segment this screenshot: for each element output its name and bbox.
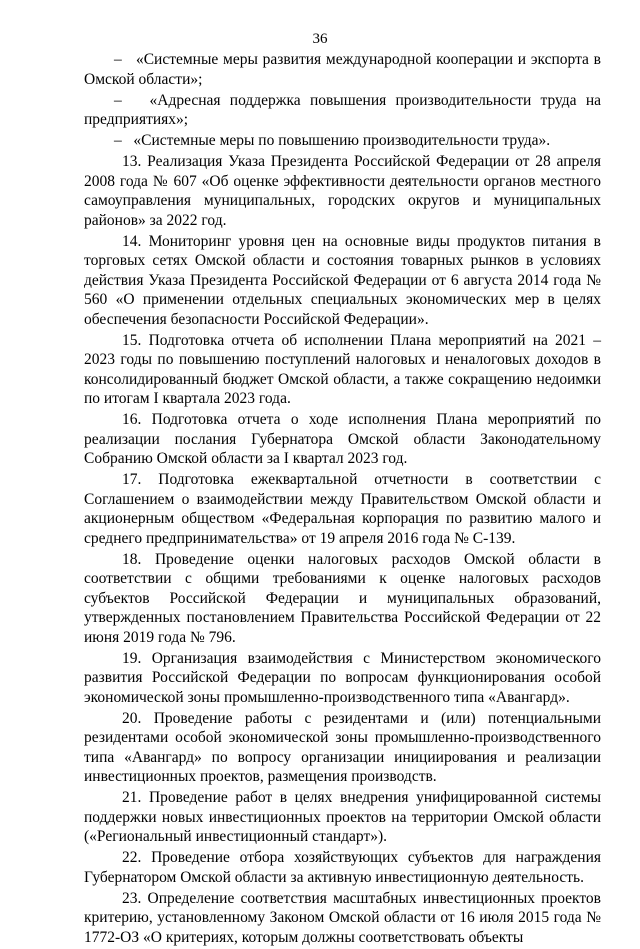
list-item-20: 20. Проведение работы с резидентами и (или) потенциальными резидентами особой экономической зоны промышленно-производственного типа «Авангард» по вопросу организации инициирования и реализации инвестиционных проектов, размещения производств. <box>84 709 601 785</box>
list-item-17: 17. Подготовка ежеквартальной отчетности в соответствии с Соглашением о взаимодействии между Правительством Омской области и акционерным обществом «Федеральная корпорация по развитию малого и среднего предпринимательства» от 19 апреля 2016 года № С-139. <box>84 471 601 547</box>
list-item-23: 23. Определение соответствия масштабных инвестиционных проектов критерию, установленному Законом Омской области от 16 июля 2015 года № 1772-ОЗ «О критериях, которым должны соответствовать объекты <box>84 889 601 946</box>
list-item-dash-3: – «Системные меры по повышению производительности труда». <box>114 132 551 149</box>
list-item-15: 15. Подготовка отчета об исполнении Плана мероприятий на 2021 – 2023 годы по повышению поступлений налоговых и неналоговых доходов в консолидированный бюджет Омской области, а также сокращению недоимки по итогам I квартала 2023 года. <box>84 331 601 407</box>
list-item-18: 18. Проведение оценки налоговых расходов Омской области в соответствии с общими требованиями к оценке налоговых расходов субъектов Российской Федерации и муниципальных образований, утвержденных постановлением Правительства Российской Федерации от 22 июня 2019 года № 796. <box>84 550 601 646</box>
document-body <box>84 50 601 949</box>
list-item-dash-2: – «Адресная поддержка повышения производительности труда на предприятиях»; <box>84 91 601 128</box>
list-item-14: 14. Мониторинг уровня цен на основные виды продуктов питания в торговых сетях Омской области и состояния товарных рынков в условиях действия Указа Президента Российской Федерации от 6 августа 2014 года № 560 «О применении отдельных специальных экономических мер в целях обеспечения безопасности Российской Федерации». <box>84 232 601 328</box>
list-item-19: 19. Организация взаимодействия с Министерством экономического развития Российской Федерации по вопросам функционирования особой экономической зоны промышленно-производственного типа «Авангард». <box>84 649 601 706</box>
list-item-13: 13. Реализация Указа Президента Российской Федерации от 28 апреля 2008 года № 607 «Об оценке эффективности деятельности органов местного самоуправления муниципальных, городских округов и муниципальных районов» за 2022 год. <box>84 153 601 229</box>
list-item-dash-1: – «Системные меры развития международной кооперации и экспорта в Омской области»; <box>84 51 601 88</box>
page-number: 36 <box>312 31 328 47</box>
list-item-21: 21. Проведение работ в целях внедрения унифицированной системы поддержки новых инвестиционных проектов на территории Омской области («Региональный инвестиционный стандарт»). <box>84 789 601 845</box>
list-item-22: 22. Проведение отбора хозяйствующих субъектов для награждения Губернатором Омской области за активную инвестиционную деятельность. <box>84 849 601 886</box>
list-item-16: 16. Подготовка отчета о ходе исполнения Плана мероприятий по реализации послания Губернатора Омской области Законодательному Собранию Омской области за I квартал 2023 год. <box>84 411 601 467</box>
